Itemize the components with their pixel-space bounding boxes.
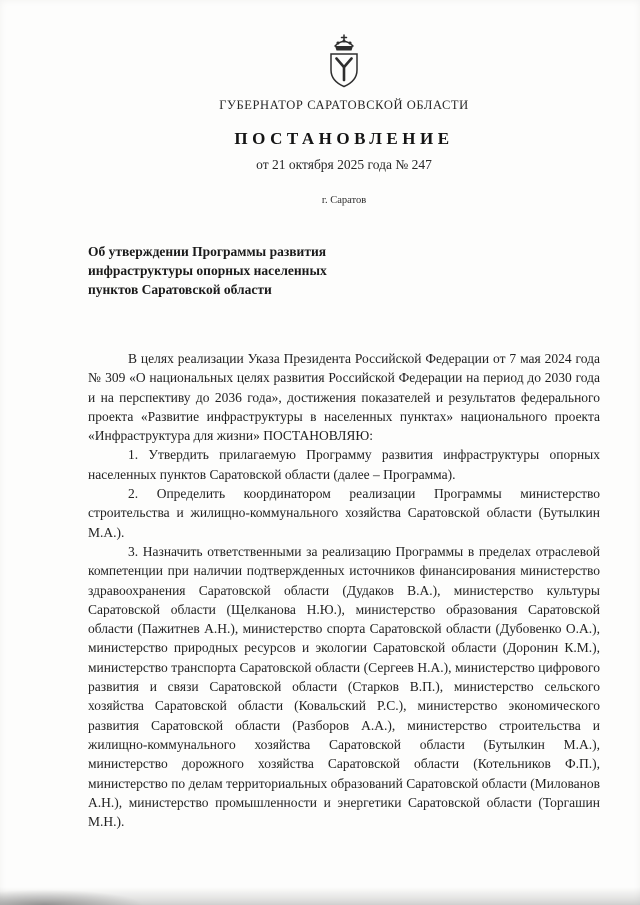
title-line-2: инфраструктуры опорных населенных	[88, 263, 327, 278]
paragraph-preamble: В целях реализации Указа Президента Российской Федерации от 7 мая 2024 года № 309 «О национальных целях развития Российской Федерации на период до 2030 года и на перспективу до 2036 года», достижения показателей и результатов федерального проекта «Развитие инфраструктуры в населенных пунктах» национального проекта «Инфраструктура для жизни» ПОСТАНОВЛЯЮ:	[88, 351, 600, 444]
title-line-3: пунктов Саратовской области	[88, 282, 272, 297]
paragraph-item-1: 1. Утвердить прилагаемую Программу развития инфраструктуры опорных населенных пунктов Саратовской области (далее – Программа).	[88, 447, 600, 482]
paragraph-item-3: 3. Назначить ответственными за реализацию Программы в пределах отраслевой компетенции при наличии подтвержденных источников финансирования министерство здравоохранения Саратовской области (Дудаков В.А.), министерство культуры Саратовской области (Щелканова Н.Ю.), министерство образования Саратовской области (Пажитнев А.Н.), министерство спорта Саратовской области (Дубовенко О.А.), министерство природных ресурсов и экологии Саратовской области (Доронин К.М.), министерство транспорта Саратовской области (Сергеев Н.А.), министерство цифрового развития и связи Саратовской области (Старков В.П.), министерство сельского хозяйства Саратовской области (Ковальский Р.С.), министерство экономического развития Саратовской области (Разборов А.А.), министерство строительства и жилищно-коммунального хозяйства Саратовской области (Бутылкин М.А.), министерство дорожного хозяйства Саратовской области (Котельников Ф.П.), министерство по делам территориальных образований Саратовской области (Милованов А.Н.), министерство промышленности и энергетики Саратовской области (Торгашин М.Н.).	[88, 543, 600, 830]
saratov-coat-of-arms-icon	[324, 34, 364, 90]
document-place: г. Саратов	[321, 195, 367, 206]
document-type: ПОСТАНОВЛЕНИЕ	[234, 129, 454, 148]
document-title	[88, 242, 600, 299]
document-body	[88, 349, 600, 831]
paragraph-item-2: 2. Определить координатором реализации Программы министерство строительства и жилищно-коммунального хозяйства Саратовской области (Бутылкин М.А.).	[88, 486, 600, 540]
authority-name: ГУБЕРНАТОР САРАТОВСКОЙ ОБЛАСТИ	[219, 98, 469, 112]
scan-edge-shadow	[0, 887, 640, 905]
document-header	[88, 34, 600, 206]
title-line-1: Об утверждении Программы развития	[88, 244, 327, 259]
document-date-number: от 21 октября 2025 года № 247	[256, 157, 432, 172]
